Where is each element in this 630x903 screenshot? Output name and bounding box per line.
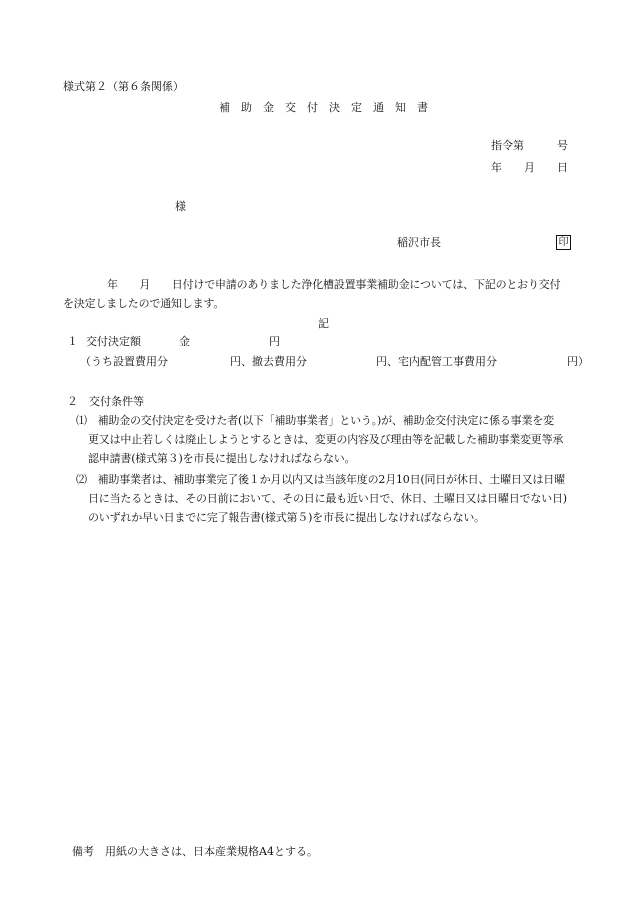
breakdown-setchi: 円、撤去費用分	[230, 355, 307, 368]
reference-number: 指令第 号	[491, 139, 568, 152]
recipient-honorific: 様	[175, 200, 186, 213]
issue-date: 年 月 日	[491, 161, 568, 174]
document-title: 補 助 金 交 付 決 定 通 知 書	[219, 101, 428, 114]
footer-note: 備考 用紙の大きさは、日本産業規格A4とする。	[72, 845, 318, 858]
section2-heading: ２ 交付条件等	[67, 395, 144, 408]
condition-1-line-2: 更又は中止若しくは廃止しようとするときは、変更の内容及び理由等を記載した補助事業変更等承	[88, 433, 564, 446]
condition-1-line-1: ⑴ 補助金の交付決定を受けた者(以下「補助事業者」という。)が、補助金交付決定に係る事業を変	[76, 414, 554, 427]
breakdown-tekkyo: 円、宅内配管工事費用分	[376, 355, 497, 368]
seal-mark: 印	[556, 235, 571, 250]
condition-2-line-2: 日に当たるときは、その日前において、その日に最も近い日で、休日、土曜日又は日曜日でない日)	[88, 492, 567, 505]
issuer-name: 稲沢市長	[397, 236, 441, 249]
condition-2-line-1: ⑵ 補助事業者は、補助事業完了後１か月以内又は当該年度の2月10日(同日が休日、土曜日又は日曜	[76, 473, 565, 486]
condition-2-line-3: のいずれか早い日までに完了報告書(様式第５)を市長に提出しなければならない。	[88, 511, 485, 524]
section1-yen: 円	[269, 335, 280, 348]
section1-label: 交付決定額	[86, 335, 141, 348]
section1-number: １	[67, 335, 78, 348]
breakdown-open: （うち設置費用分	[80, 355, 168, 368]
condition-1-line-3: 認申請書(様式第３)を市長に提出しなければならない。	[88, 452, 356, 465]
body-line-2: を決定しましたので通知します。	[63, 297, 225, 310]
body-line-1: 年 月 日付けで申請のありました浄化槽設置事業補助金については、下記のとおり交付	[107, 278, 561, 291]
section1-kin: 金	[179, 335, 190, 348]
breakdown-close: 円）	[567, 355, 589, 368]
ki-heading: 記	[318, 317, 329, 330]
form-number: 様式第２（第６条関係）	[63, 80, 184, 93]
